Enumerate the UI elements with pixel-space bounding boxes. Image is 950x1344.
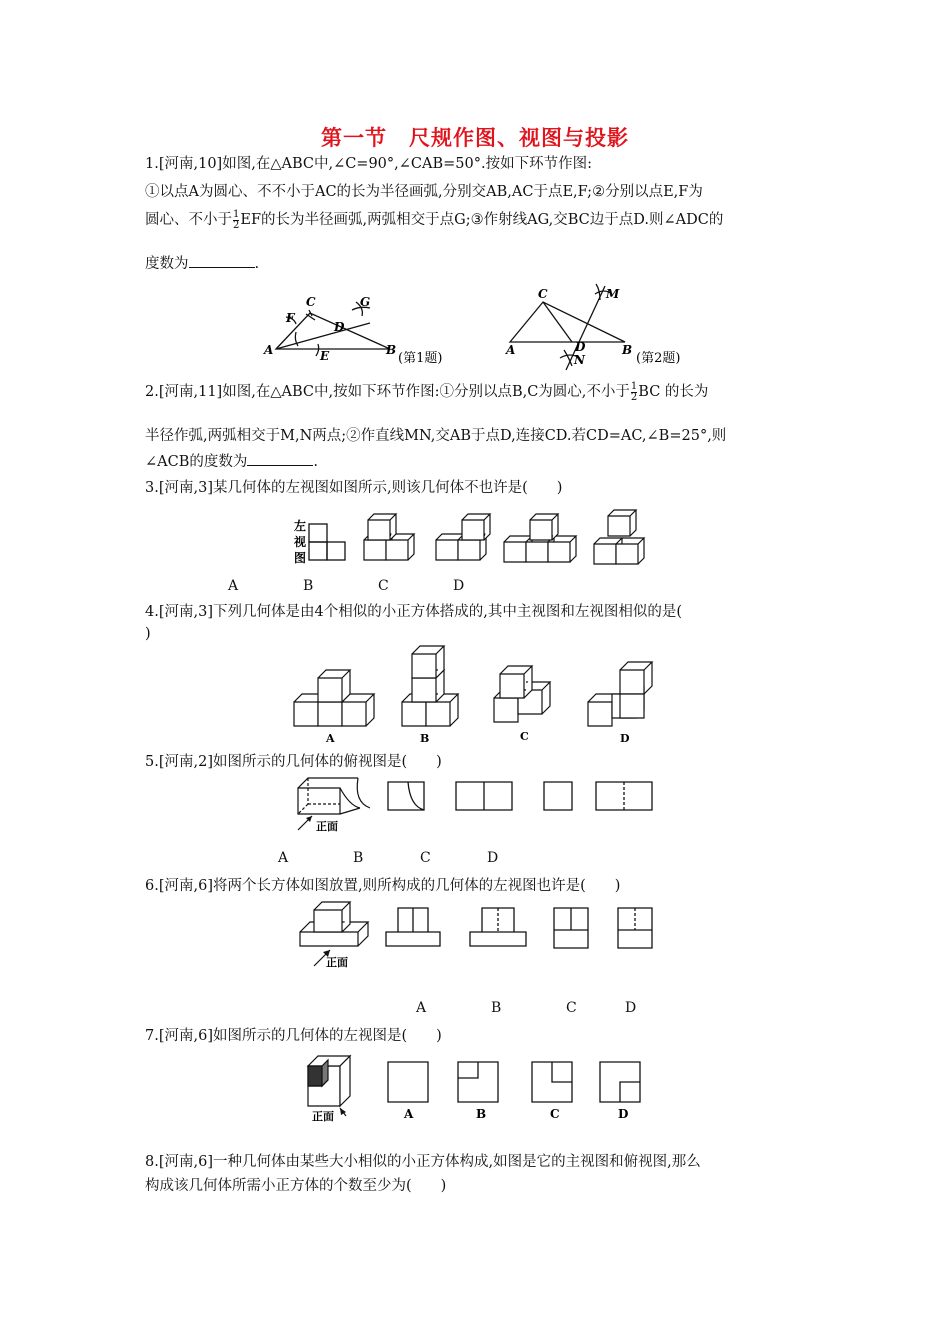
q4-solid-d	[588, 662, 652, 726]
q8-line1: 8.[河南,6]一种几何体由某些大小相似的小正方体构成,如图是它的主视图和俯视图,那么	[145, 1154, 701, 1170]
q3-solid-d	[594, 510, 644, 564]
q6-choice-d: D	[625, 1000, 637, 1016]
q5-choice-b: B	[353, 850, 364, 866]
q1-q2-figures	[260, 280, 720, 372]
q6-front-label: 正面	[326, 956, 348, 969]
q6-choice-a: A	[416, 1000, 427, 1016]
q2-label-B: B	[622, 343, 633, 357]
q5-solid	[298, 778, 370, 814]
q1-line4: 度数为 .	[145, 252, 259, 273]
q7-option-a	[388, 1062, 428, 1102]
q1-label-F: F	[286, 311, 295, 325]
q1-line3a: 圆心、不小于	[145, 212, 232, 228]
q4-solid-b	[402, 646, 458, 726]
q3-view-label-2: 视	[294, 535, 307, 549]
q1-fig-caption: (第1题)	[398, 351, 443, 366]
q2-fraction: $\frac{1}{2}$	[630, 380, 638, 403]
q3-choice-b: B	[303, 578, 314, 594]
q1-fraction: $\frac{1}{2}$	[233, 208, 240, 231]
q1-label-C: C	[306, 295, 316, 309]
q6-choice-b: B	[491, 1000, 502, 1016]
q1-label-G: G	[360, 295, 371, 309]
q4-solid-a	[294, 670, 374, 726]
page-title: 第一节 尺规作图、视图与投影	[321, 126, 629, 150]
q1-line2: ①以点A为圆心、不不小于AC的长为半径画弧,分别交AB,AC于点E,F;②分别以点E,F为	[145, 184, 703, 200]
q3-view-label-1: 左	[294, 519, 307, 533]
q7-text: 7.[河南,6]如图所示的几何体的左视图是( )	[145, 1028, 442, 1044]
q6-solid	[300, 902, 368, 946]
q4-label-a: A	[326, 732, 335, 745]
q1-line1: 1.[河南,10]如图,在△ABC中,∠C=90°,∠CAB=50°.按如下环节作图:	[145, 156, 592, 172]
q4-figures	[290, 644, 670, 748]
q5-option-c	[544, 782, 572, 810]
q1-answer-blank	[189, 253, 255, 268]
q5-choice-a: A	[278, 850, 289, 866]
q2-label-M: M	[606, 287, 620, 301]
q1-label-E: E	[320, 349, 330, 363]
q7-solid	[308, 1056, 350, 1106]
q7-option-b	[458, 1062, 498, 1102]
q5-text: 5.[河南,2]如图所示的几何体的俯视图是( )	[145, 754, 442, 770]
q5-option-b	[456, 782, 512, 810]
q1-label-B: B	[386, 343, 397, 357]
q7-label-d: D	[618, 1107, 629, 1121]
q5-front-label: 正面	[316, 820, 338, 833]
q5-choice-d: D	[487, 850, 499, 866]
q7-front-label: 正面	[312, 1110, 334, 1123]
q2-line3: ∠ACB的度数为 .	[145, 450, 318, 471]
q2-answer-blank	[247, 451, 313, 466]
q2-label-N: N	[574, 353, 585, 367]
q7-option-c	[532, 1062, 572, 1102]
q4-text2: )	[145, 626, 151, 642]
q6-text: 6.[河南,6]将两个长方体如图放置,则所构成的几何体的左视图也许是( )	[145, 878, 621, 894]
q7-figures	[290, 1046, 670, 1126]
q4-label-c: C	[520, 730, 529, 743]
q2-line2: 半径作弧,两弧相交于M,N两点;②作直线MN,交AB于点D,连接CD.若CD=AC,∠B=25°,则	[145, 428, 727, 444]
q1-line3b: EF的长为半径画弧,两弧相交于点G;③作射线AG,交BC边于点D.则∠ADC的	[240, 212, 724, 228]
q6-figures	[290, 896, 670, 974]
q3-figures	[290, 500, 650, 572]
q5-choice-c: C	[420, 850, 431, 866]
q3-choice-a: A	[228, 578, 239, 594]
q2-label-A: A	[506, 343, 516, 357]
q3-choice-d: D	[453, 578, 465, 594]
q5-figures	[290, 772, 670, 836]
q2-label-D: D	[575, 340, 586, 354]
q2-label-C: C	[538, 287, 548, 301]
q3-view-label-3: 图	[294, 551, 307, 565]
q5-option-d	[596, 782, 652, 810]
q2-fig-caption: (第2题)	[636, 351, 681, 366]
q6-option-c	[554, 908, 588, 948]
q7-label-c: C	[550, 1107, 560, 1121]
q1-line3	[145, 208, 723, 231]
q4-label-d: D	[620, 732, 630, 745]
q1-label-A: A	[264, 343, 274, 357]
q4-label-b: B	[420, 732, 430, 745]
q3-solid-a	[364, 514, 414, 560]
q5-option-a	[388, 782, 424, 810]
q7-label-a: A	[404, 1107, 414, 1121]
q7-option-d	[600, 1062, 640, 1102]
q1-label-D: D	[334, 320, 345, 334]
q6-option-a	[386, 908, 440, 946]
q3-solid-c	[504, 514, 576, 562]
q6-choice-c: C	[566, 1000, 577, 1016]
q8-line2: 构成该几何体所需小正方体的个数至少为( )	[145, 1178, 447, 1194]
q4-text1: 4.[河南,3]下列几何体是由4个相似的小正方体搭成的,其中主视图和左视图相似的是(	[145, 604, 682, 620]
q3-solid-b	[436, 514, 490, 560]
q3-text: 3.[河南,3]某几何体的左视图如图所示,则该几何体不也许是( )	[145, 480, 563, 496]
q2-line1: 2.[河南,11]如图,在△ABC中,按如下环节作图:①分别以点B,C为圆心,不小于 $\frac{1}{2}$ BC 的长为	[145, 380, 709, 403]
q7-label-b: B	[476, 1107, 487, 1121]
q3-left-view	[309, 524, 345, 560]
q4-solid-c	[494, 666, 550, 722]
q3-choice-c: C	[378, 578, 389, 594]
